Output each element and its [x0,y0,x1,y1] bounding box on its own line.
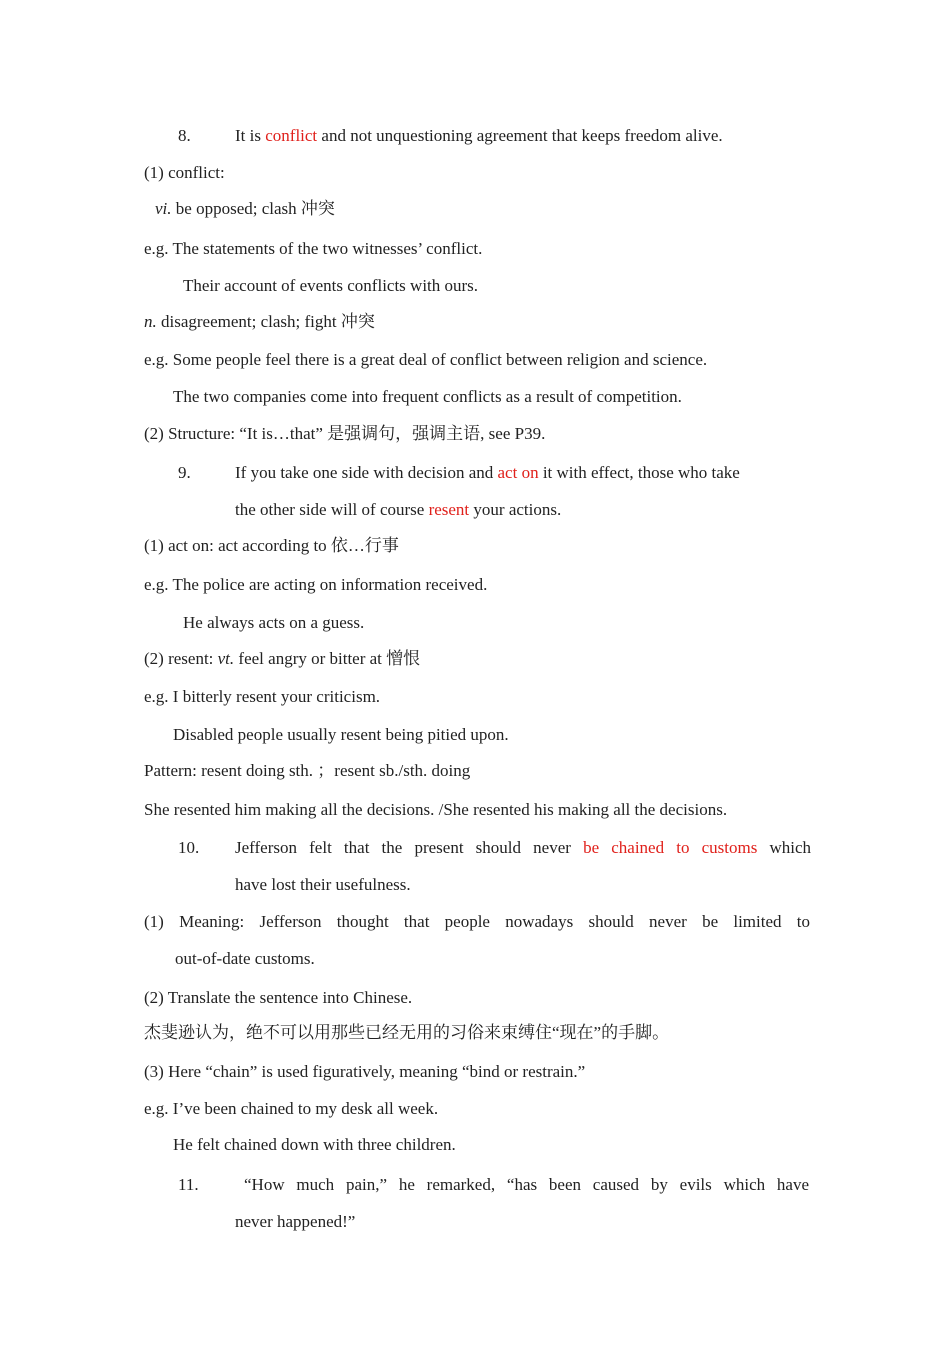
meaning-line: out-of-date customs. [175,949,315,968]
example-line: The two companies come into frequent conflicts as a result of competition. [173,387,682,406]
definition-text: disagreement; clash; fight 冲突 [156,312,375,331]
note-heading [144,648,814,670]
example-line: He always acts on a guess. [183,613,365,632]
example-line: Disabled people usually resent being pitied upon. [173,725,509,744]
pattern-line: Pattern: resent doing sth. ；resent sb./sth. doing [144,761,471,780]
part-of-speech: vi. [155,199,172,218]
example-line: He felt chained down with three children. [173,1135,456,1154]
note-heading: (3) Here “chain” is used figuratively, meaning “bind or restrain.” [144,1062,586,1081]
example-line: e.g. I bitterly resent your criticism. [144,687,381,706]
sentence-text: which [757,838,812,857]
definition-line [144,311,814,333]
sentence-text: and not unquestioning agreement that keeps freedom alive. [317,126,723,145]
sentence-8 [235,125,811,147]
item-number: 8. [178,126,191,145]
note-heading: (2) Structure: “It is…that” 是强调句，强调主语, see P39. [144,424,546,443]
highlighted-phrase: resent [428,500,470,519]
sentence-9-line-2 [235,499,811,521]
note-heading: (1) act on: act according to 依…行事 [144,536,399,555]
meaning-line: (1) Meaning: Jefferson thought that people nowadays should never be limited to [144,912,810,931]
highlighted-phrase: act on [497,463,539,482]
sentence-10-line-2: have lost their usefulness. [235,875,411,894]
note-heading: (2) Translate the sentence into Chinese. [144,988,413,1007]
sentence-9-line-1 [235,462,811,484]
example-line: She resented him making all the decisions. /She resented his making all the decisions. [144,800,728,819]
highlighted-phrase: be chained to customs [583,838,758,857]
sentence-text: It is [235,126,266,145]
sentence-11-line-2: never happened!” [235,1212,356,1231]
definition-text: feel angry or bitter at 憎恨 [234,649,421,668]
chinese-translation: 杰斐逊认为，绝不可以用那些已经无用的习俗来束缚住“现在”的手脚。 [144,1023,670,1042]
definition-text: be opposed; clash 冲突 [171,199,335,218]
item-number: 10. [178,838,200,857]
example-line: e.g. The police are acting on information received. [144,575,488,594]
item-number: 9. [178,463,191,482]
highlighted-phrase: conflict [265,126,318,145]
sentence-text: Jefferson felt that the present should never [235,838,584,857]
example-line: e.g. The statements of the two witnesses’ conflict. [144,239,483,258]
part-of-speech: vt. [217,649,235,668]
example-line: e.g. Some people feel there is a great deal of conflict between religion and science. [144,350,708,369]
note-heading: (1) conflict: [144,163,225,182]
item-number: 11. [178,1175,199,1194]
sentence-text: the other side will of course [235,500,429,519]
note-label: (2) resent: [144,649,218,668]
sentence-10-line-1 [235,837,811,859]
example-line: e.g. I’ve been chained to my desk all week. [144,1099,439,1118]
sentence-11-line-1: “How much pain,” he remarked, “has been caused by evils which have [244,1175,809,1194]
example-line: Their account of events conflicts with ours. [183,276,479,295]
part-of-speech: n. [144,312,157,331]
sentence-text: If you take one side with decision and [235,463,498,482]
sentence-text: your actions. [469,500,562,519]
sentence-text: it with effect, those who take [538,463,740,482]
definition-line [155,198,825,220]
